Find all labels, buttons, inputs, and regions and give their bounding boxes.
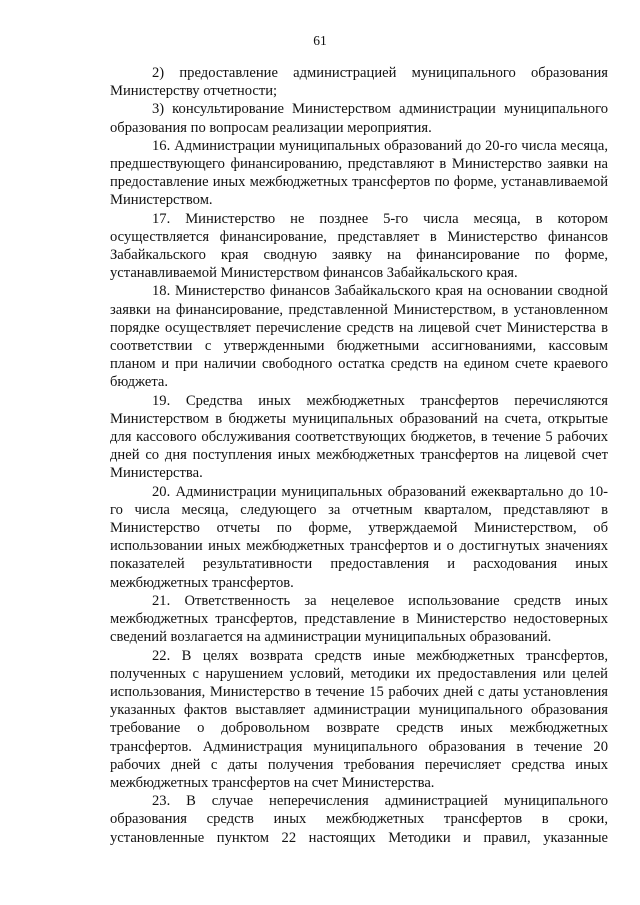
clause-16-paragraph: 16. Администрации муниципальных образований до 20-го числа месяца, предшествующего финансированию, представляют в Министерство заявки на предоставление иных межбюджетных трансфертов по форме, устанавливаемой Министерством. <box>110 137 608 209</box>
clause-17-paragraph: 17. Министерство не позднее 5-го числа месяца, в котором осуществляется финансирование, представляет в Министерство финансов Забайкальского края сводную заявку на финансирование по форме, устанавливаемой Министерством финансов Забайкальского края. <box>110 210 608 282</box>
clause-22-paragraph: 22. В целях возврата средств иные межбюджетных трансфертов, полученных с нарушением условий, методики их предоставления или целей использования, Министерство в течение 15 рабочих дней с даты установления указанных фактов выставляет администрации муниципального образования требование о добровольном возврате средств иных межбюджетных трансфертов. Администрация муниципального образования в течение 20 рабочих дней с даты получения требования перечисляет средства иных межбюджетных трансфертов на счет Министерства. <box>110 647 608 791</box>
clause-23-paragraph: 23. В случае неперечисления администрацией муниципального образования средств иных межбюджетных трансфертов в сроки, установленные пунктом 22 настоящих Методики и правил, указанные <box>110 793 608 846</box>
clause-20-paragraph: 20. Администрации муниципальных образований ежеквартально до 10-го числа месяца, следующего за отчетным кварталом, представляют в Министерство отчеты по форме, утверждаемой Министерством, об использовании иных межбюджетных трансфертов и о достигнутых значениях показателей результативности предоставления и расходования иных межбюджетных трансфертов. <box>110 483 608 591</box>
clause-19-paragraph: 19. Средства иных межбюджетных трансфертов перечисляются Министерством в бюджеты муниципальных образований на счета, открытые для кассового обслуживания соответствующих бюджетов, в течение 5 рабочих дней со дня поступления иных межбюджетных трансфертов на лицевой счет Министерства. <box>110 392 608 482</box>
item-2-paragraph: 2) предоставление администрацией муниципального образования Министерству отчетности; <box>110 65 608 100</box>
document-body <box>110 64 608 847</box>
clause-18-paragraph: 18. Министерство финансов Забайкальского края на основании сводной заявки на финансирование, представленной Министерством, в установленном порядке осуществляет перечисление средств на лицевой счет Министерства в соответствии с утвержденными бюджетными ассигнованиями, кассовым планом и при наличии свободного остатка средств на едином счете краевого бюджета. <box>110 283 608 391</box>
page-number: 61 <box>313 33 327 48</box>
item-3-paragraph: 3) консультирование Министерством администрации муниципального образования по вопросам реализации мероприятия. <box>110 101 608 136</box>
clause-21-paragraph: 21. Ответственность за нецелевое использование средств иных межбюджетных трансфертов, представление в Министерство недостоверных сведений возлагается на администрации муниципальных образований. <box>110 592 608 646</box>
